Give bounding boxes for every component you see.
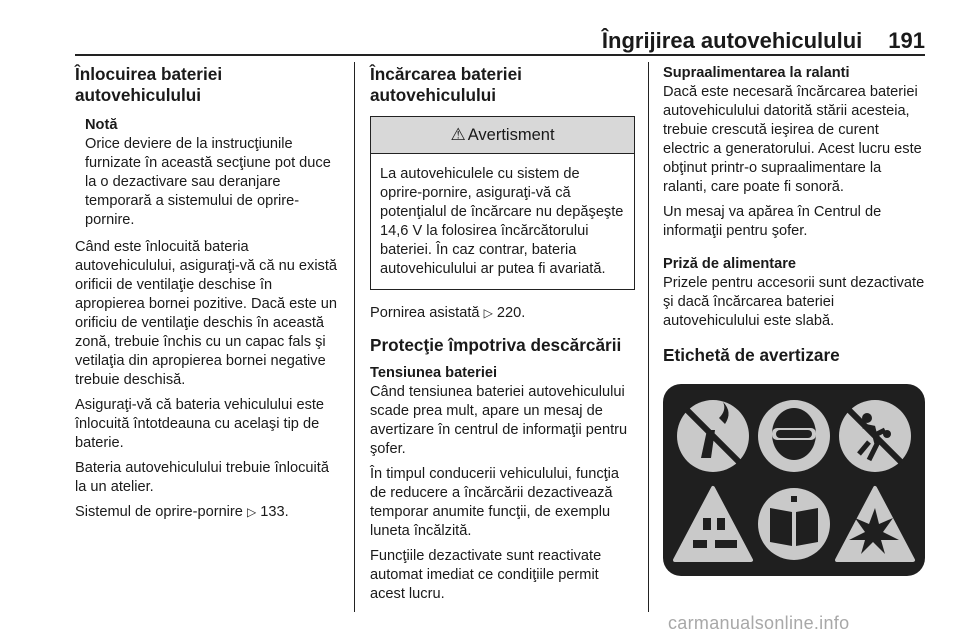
column-1	[75, 64, 343, 528]
paragraph: Asiguraţi-vă că bateria vehiculului este înlocuită întotdeauna cu acelaşi tip de baterie.	[75, 397, 325, 451]
header-rule	[75, 54, 925, 56]
warning-text: La autovehiculele cu sistem de oprire-pornire, asiguraţi-vă că potenţialul de încărcare nu depăşeşte 14,6 V la folosirea încărcătorului bateriei. În caz contrar, bateria autovehiculului ar putea fi avariată.	[380, 166, 624, 277]
column-divider-1	[354, 62, 355, 612]
reference-page-link[interactable]: 220.	[496, 305, 526, 321]
warning-title: Avertisment	[467, 126, 555, 144]
column-2	[370, 64, 635, 610]
paragraph: Funcţiile dezactivate sunt reactivate automat imediat ce condiţiile permit acest lucru.	[370, 548, 602, 602]
note-title: Notă	[85, 117, 118, 133]
header-title: Îngrijirea autovehiculului	[601, 28, 863, 53]
paragraph: Dacă este necesară încărcarea bateriei autovehiculului datorită stării acesteia, trebuie crescută ieşirea de curent electric a generatorului. Acest lucru este obţinut printr-o supraalimentare la ralanti, care poate fi sonoră.	[663, 84, 922, 195]
page-arrow-icon: ▷	[246, 505, 257, 519]
power-outlet-subheading: Priză de alimentare	[663, 256, 797, 272]
battery-replacement-heading: Înlocuirea bateriei autovehiculului	[75, 64, 223, 105]
corrosive-icon	[675, 488, 751, 560]
note-box	[75, 116, 343, 230]
no-fire-icon	[677, 400, 749, 472]
keep-children-away-icon	[839, 400, 911, 472]
column-divider-2	[648, 62, 649, 612]
battery-voltage-subheading: Tensiunea bateriei	[370, 365, 498, 381]
start-stop-reference	[75, 503, 343, 522]
reference-page-link[interactable]: 133.	[260, 504, 289, 520]
paragraph: Când tensiunea bateriei autovehiculului scade prea mult, apare un mesaj de avertizare în centrul de informaţii pentru şofer.	[370, 384, 628, 457]
note-text: Orice deviere de la instrucţiunile furnizate în această secţiune pot duce la o dezactivare sau deranjare temporară a sistemului de oprire-pornire.	[85, 136, 331, 228]
reference-text: Pornirea asistată	[370, 305, 480, 321]
paragraph: Un mesaj va apărea în Centrul de informaţii pentru şofer.	[663, 204, 882, 239]
idle-boost-subheading: Supraalimentarea la ralanti	[663, 65, 850, 81]
discharge-protection-heading: Protecţie împotriva descărcării	[370, 335, 622, 355]
paragraph: Bateria autovehiculului trebuie înlocuită la un atelier.	[75, 460, 329, 495]
eye-protection-icon	[758, 400, 830, 472]
paragraph: În timpul conducerii vehiculului, funcţia de reducere a încărcării dezactivează temporar anumite funcţii, de exemplu luneta încălzită.	[370, 466, 620, 539]
warning-triangle-icon: ⚠	[450, 125, 466, 144]
warning-box	[370, 116, 635, 290]
read-manual-icon	[758, 488, 830, 560]
warning-label-heading: Etichetă de avertizare	[663, 345, 840, 365]
battery-charging-heading: Încărcarea bateriei autovehiculului	[370, 64, 522, 105]
page-arrow-icon: ▷	[483, 306, 493, 320]
paragraph: Când este înlocuită bateria autovehiculului, asiguraţi-vă că nu există orificii de ventilaţie deschise în apropierea bornei pozitive. Dacă este un orificiu de ventilaţie deschis în această zonă, trebuie închis cu un capac fals şi vetilaţia din apropierea bornei negative trebuie deschisă.	[75, 239, 338, 388]
watermark: carmanualsonline.info	[668, 613, 850, 633]
paragraph: Prizele pentru accesorii sunt dezactivate şi dacă încărcarea bateriei autovehiculului este slabă.	[663, 275, 925, 329]
explosive-icon	[837, 488, 913, 560]
column-3	[663, 64, 928, 576]
reference-text: Sistemul de oprire-pornire	[75, 504, 243, 520]
page-header	[75, 28, 925, 54]
battery-warning-label-image	[663, 384, 925, 576]
jump-start-reference	[370, 304, 635, 323]
page-number: 191	[888, 28, 925, 53]
warning-header	[371, 117, 634, 154]
